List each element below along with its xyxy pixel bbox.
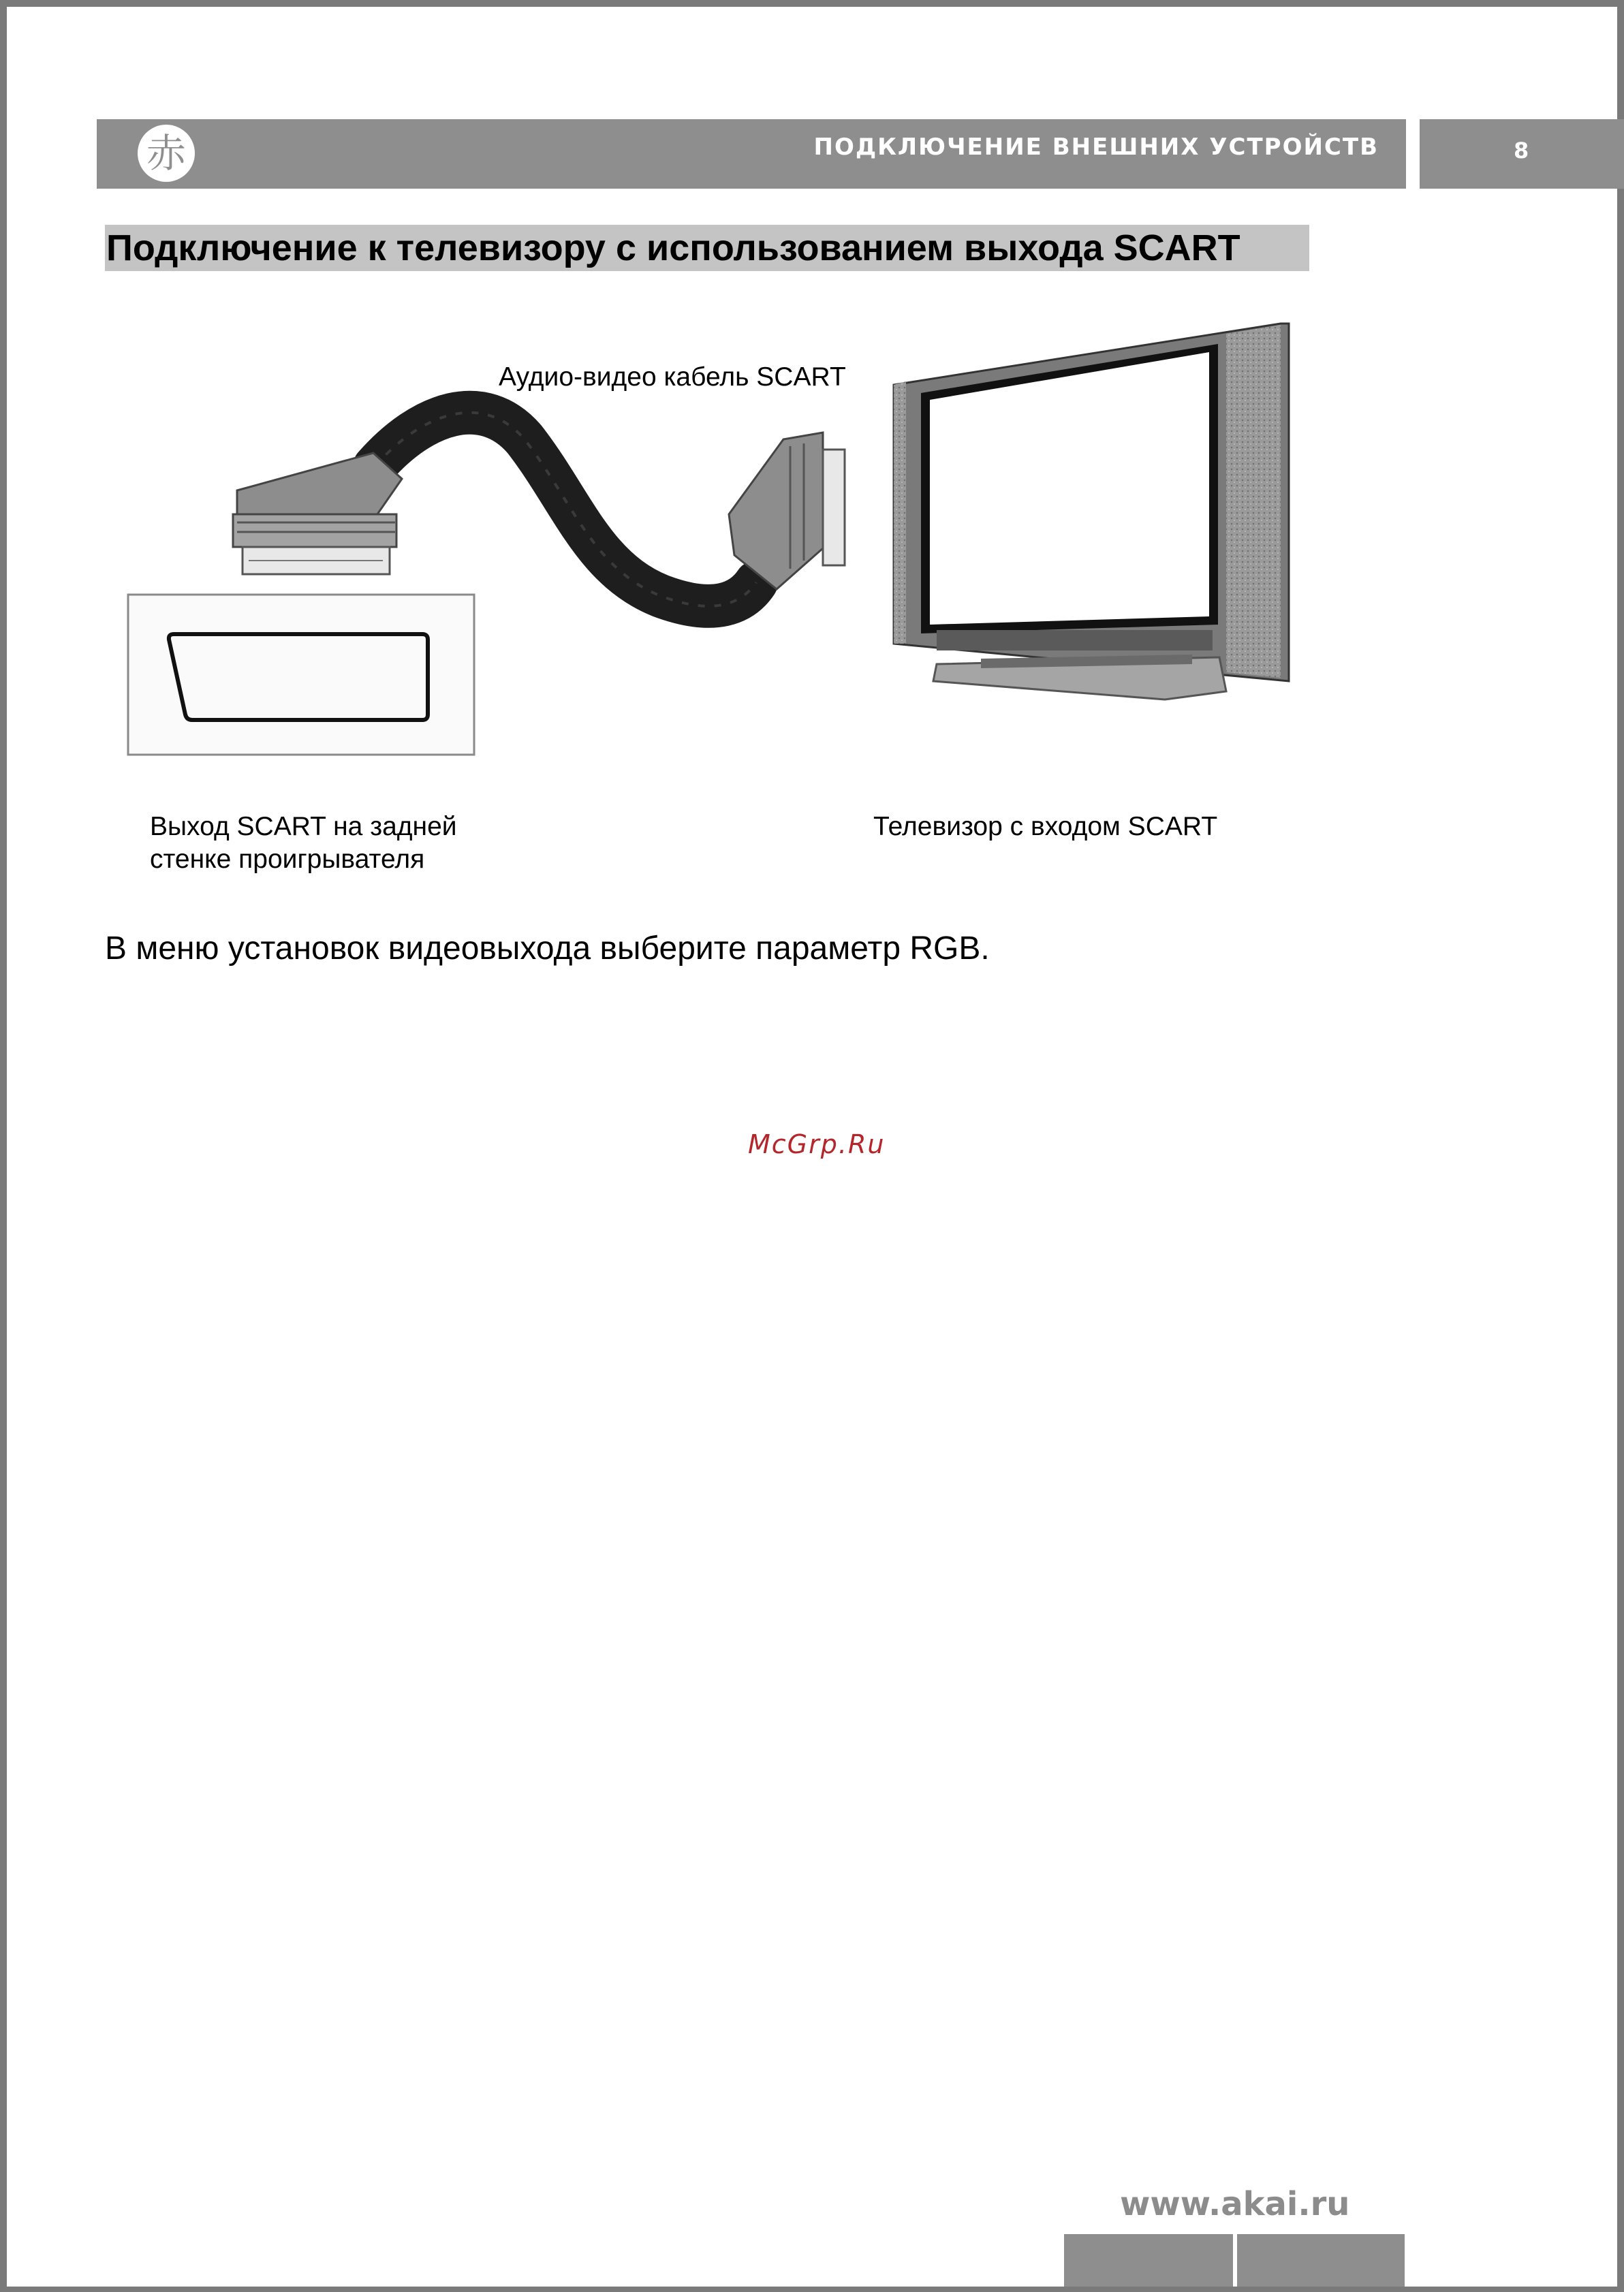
footer-box-right [1237,2234,1405,2287]
cable-label: Аудио-видео кабель SCART [499,362,846,392]
section-heading: Подключение к телевизору с использованием выхода SCART [105,225,1309,271]
footer-box-left [1064,2234,1233,2287]
scart-plug-left [233,453,402,574]
instruction-text: В меню установок видеовыхода выберите параметр RGB. [105,930,990,967]
akai-logo: 赤 [138,125,195,182]
footer-url[interactable]: www.akai.ru [1120,2185,1350,2223]
page-number: 8 [1514,138,1529,163]
player-output-label-line1: Выход SCART на задней [150,812,457,841]
player-scart-socket [128,595,474,755]
player-output-label [150,811,457,876]
watermark: McGrp.Ru [748,1129,886,1159]
tv-label: Телевизор с входом SCART [873,812,1218,841]
player-output-label-line2: стенке проигрывателя [150,845,425,874]
scart-cable [375,413,756,606]
header-section-title: ПОДКЛЮЧЕНИЕ ВНЕШНИХ УСТРОЙСТВ [813,134,1379,161]
tv-illustration [894,324,1289,700]
scart-plug-right [729,433,845,589]
